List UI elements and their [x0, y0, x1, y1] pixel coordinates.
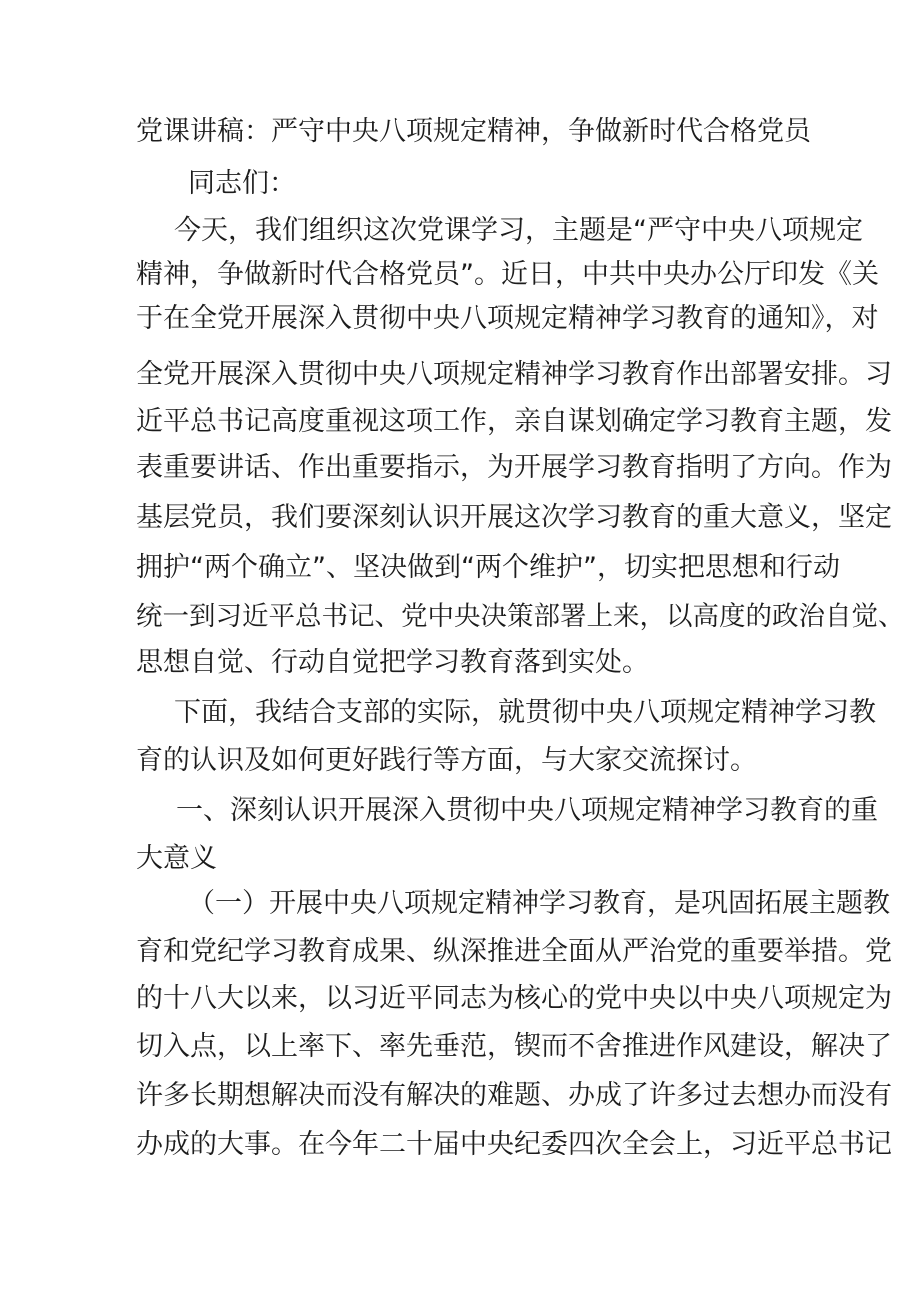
paragraph-line: 基层党员，我们要深刻认识开展这次学习教育的重大意义，坚定 — [136, 502, 892, 533]
paragraph-line: 办成的大事。在今年二十届中央纪委四次全会上，习近平总书记 — [136, 1129, 892, 1160]
paragraph-line: 育的认识及如何更好践行等方面，与大家交流探讨。 — [136, 745, 757, 776]
paragraph-line: 切入点，以上率下、率先垂范，锲而不舍推进作风建设，解决了 — [136, 1031, 892, 1062]
heading-line: 大意义 — [136, 843, 217, 874]
paragraph-line: 许多长期想解决而没有解决的难题、办成了许多过去想办而没有 — [136, 1080, 892, 1111]
paragraph-line: （一）开展中央八项规定精神学习教育，是巩固拓展主题教 — [188, 888, 890, 919]
heading-line: 一、深刻认识开展深入贯彻中央八项规定精神学习教育的重 — [176, 795, 878, 826]
paragraph-line: 育和党纪学习教育成果、纵深推进全面从严治党的重要举措。党 — [136, 936, 892, 967]
paragraph-line: 拥护“两个确立”、坚决做到“两个维护”，切实把思想和行动 — [136, 552, 840, 583]
paragraph-line: 下面，我结合支部的实际，就贯彻中央八项规定精神学习教 — [174, 697, 876, 728]
paragraph-line: 表重要讲话、作出重要指示，为开展学习教育指明了方向。作为 — [136, 452, 892, 483]
greeting: 同志们： — [188, 168, 296, 199]
paragraph-line: 全党开展深入贯彻中央八项规定精神学习教育作出部署安排。习 — [136, 359, 892, 390]
paragraph-line: 于在全党开展深入贯彻中央八项规定精神学习教育的通知》，对 — [136, 303, 879, 334]
paragraph-line: 统一到习近平总书记、党中央决策部署上来，以高度的政治自觉、 — [136, 601, 905, 632]
paragraph-line: 精神，争做新时代合格党员”。近日，中共中央办公厅印发《关 — [136, 259, 879, 290]
paragraph-line: 的十八大以来，以习近平同志为核心的党中央以中央八项规定为 — [136, 983, 892, 1014]
paragraph-line: 今天，我们组织这次党课学习，主题是“严守中央八项规定 — [174, 215, 863, 246]
paragraph-line: 思想自觉、行动自觉把学习教育落到实处。 — [136, 647, 649, 678]
paragraph-line: 近平总书记高度重视这项工作，亲自谋划确定学习教育主题，发 — [136, 406, 892, 437]
document-title: 党课讲稿：严守中央八项规定精神，争做新时代合格党员 — [136, 116, 811, 147]
